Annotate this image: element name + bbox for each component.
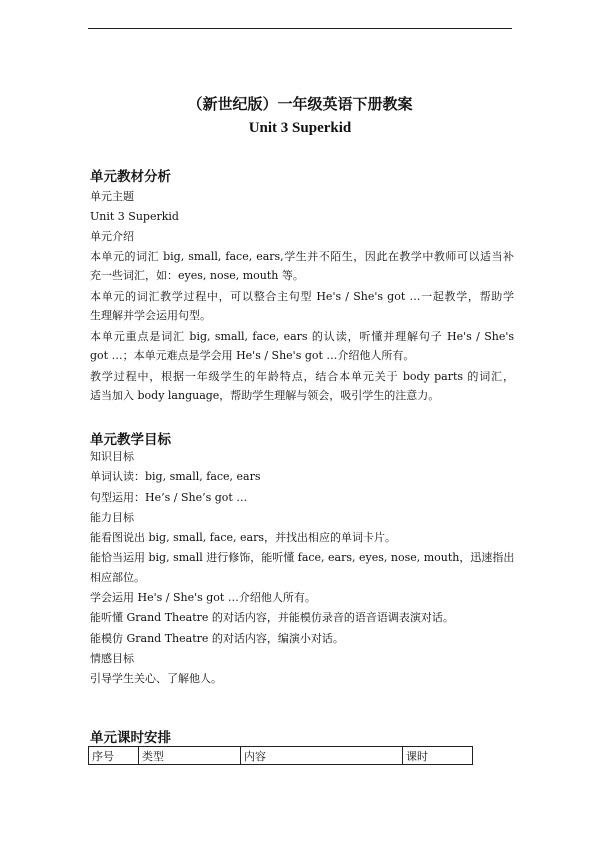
text-line: got …；本单元难点是学会用 He's / She's got …介绍他人所有。 — [90, 349, 415, 362]
text-line: 相应部位。 — [90, 571, 145, 584]
text-line: 适当加入 body language，帮助学生理解与领会，吸引学生的注意力。 — [90, 389, 440, 402]
text-line: 引导学生关心、了解他人。 — [90, 672, 222, 685]
text-line: 能听懂 Grand Theatre 的对话内容，并能模仿录音的语音语调表演对话。 — [90, 611, 454, 624]
document-title: （新世纪版）一年级英语下册教案 — [187, 95, 413, 113]
text-line: 充一些词汇，如：eyes, nose, mouth 等。 — [90, 269, 304, 282]
top-rule — [88, 28, 512, 29]
table-header-cell: 序号 — [89, 747, 139, 765]
document-subtitle: Unit 3 Superkid — [248, 120, 352, 136]
text-line: 生理解并学会运用句型。 — [90, 309, 211, 322]
text-line: 情感目标 — [90, 652, 134, 665]
text-line: 能看图说出 big, small, face, ears，并找出相应的单词卡片。 — [90, 531, 397, 544]
section-heading-schedule: 单元课时安排 — [90, 730, 171, 746]
text-line: 能模仿 Grand Theatre 的对话内容，编演小对话。 — [90, 632, 344, 645]
text-line: 学会运用 He's / She's got …介绍他人所有。 — [90, 591, 316, 604]
table-header-cell: 类型 — [139, 747, 241, 765]
text-line: 单元主题 — [90, 190, 134, 203]
section-heading-objectives: 单元教学目标 — [90, 432, 171, 448]
section-heading-analysis: 单元教材分析 — [90, 169, 171, 185]
text-line: 知识目标 — [90, 450, 134, 463]
text-line: 教学过程中，根据一年级学生的年龄特点，结合本单元关于 body parts 的词汇， — [90, 370, 514, 383]
table-header-cell: 内容 — [241, 747, 403, 765]
schedule-table — [88, 746, 473, 765]
text-line: 能力目标 — [90, 511, 134, 524]
text-line: 本单元重点是词汇 big, small, face, ears 的认读，听懂并理解句子 He's / She's — [90, 330, 514, 343]
table-header-row — [89, 747, 473, 765]
text-line: Unit 3 Superkid — [90, 210, 179, 223]
text-line: 单词认读：big, small, face, ears — [90, 470, 261, 483]
text-line: 单元介绍 — [90, 230, 134, 243]
text-line: 本单元的词汇 big, small, face, ears,学生并不陌生，因此在教学中教师可以适当补 — [90, 250, 514, 263]
table-header-cell: 课时 — [403, 747, 473, 765]
text-line: 本单元的词汇教学过程中，可以整合主句型 He's / She's got …一起教学，帮助学 — [90, 290, 514, 303]
text-line: 句型运用：He’s / She’s got … — [90, 491, 248, 504]
text-line: 能恰当运用 big, small 进行修饰，能听懂 face, ears, eyes, nose, mouth，迅速指出 — [90, 551, 515, 564]
